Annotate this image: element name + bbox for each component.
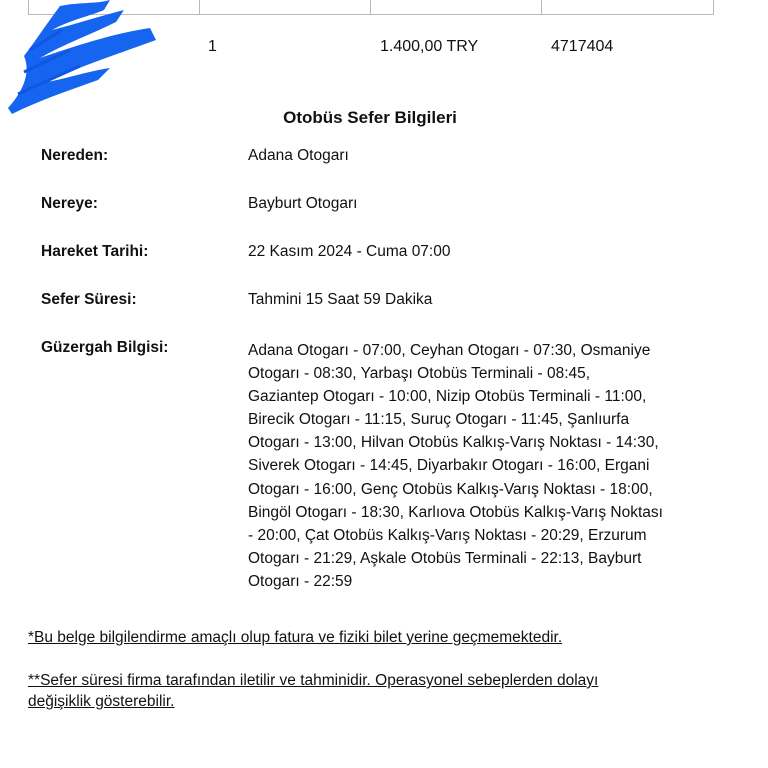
to-label: Nereye: [41,195,98,212]
route-line: Otogarı - 22:59 [248,572,353,590]
duration-value: Tahmini 15 Saat 59 Dakika [248,291,433,308]
date-label: Hareket Tarihi: [41,243,149,260]
ticket-count: 1 [208,38,217,55]
date-value: 22 Kasım 2024 - Cuma 07:00 [248,243,451,260]
table-cell-divider [370,0,371,14]
disclaimer-note-1: *Bu belge bilgilendirme amaçlı olup fatura ve fiziki bilet yerine geçmemektedir. [28,629,563,646]
route-value [248,339,708,593]
disclaimer-note-2-line: değişiklik gösterebilir. [28,693,175,710]
route-line: Adana Otogarı - 07:00, Ceyhan Otogarı - 07:30, Osmaniye [248,342,651,359]
table-cell-divider [199,0,200,14]
route-line: - 20:00, Çat Otobüs Kalkış-Varış Noktası - 20:29, Erzurum [248,526,647,544]
ticket-number: 4717404 [551,38,614,55]
route-line: Otogarı - 16:00, Genç Otobüs Kalkış-Varış Noktası - 18:00, [248,480,653,498]
route-line: Otogarı - 08:30, Yarbaşı Otobüs Terminali - 08:45, [248,365,591,383]
to-value: Bayburt Otogarı [248,195,358,212]
table-cell-divider [541,0,542,14]
route-line: Gaziantep Otogarı - 10:00, Nizip Otobüs Terminali - 11:00, [248,388,647,406]
ticket-price: 1.400,00 TRY [380,38,479,55]
disclaimer-note-2-line: **Sefer süresi firma tarafından iletilir ve tahminidir. Operasyonel sebeplerden dolayı [28,672,599,689]
route-line: Bingöl Otogarı - 18:30, Karlıova Otobüs Kalkış-Varış Noktası [248,503,663,521]
route-line: Birecik Otogarı - 11:15, Suruç Otogarı - 11:45, Şanlıurfa [248,411,630,429]
from-label: Nereden: [41,147,109,164]
disclaimer-note-2 [28,670,598,712]
route-line: Siverek Otogarı - 14:45, Diyarbakır Otogarı - 16:00, Ergani [248,457,650,475]
route-line: Otogarı - 21:29, Aşkale Otobüs Terminali - 22:13, Bayburt [248,549,642,567]
redaction-scribble [0,0,170,120]
route-label: Güzergah Bilgisi: [41,339,169,356]
section-title: Otobüs Sefer Bilgileri [283,108,457,127]
duration-label: Sefer Süresi: [41,291,137,308]
route-line: Otogarı - 13:00, Hilvan Otobüs Kalkış-Varış Noktası - 14:30, [248,434,659,452]
from-value: Adana Otogarı [248,147,349,164]
